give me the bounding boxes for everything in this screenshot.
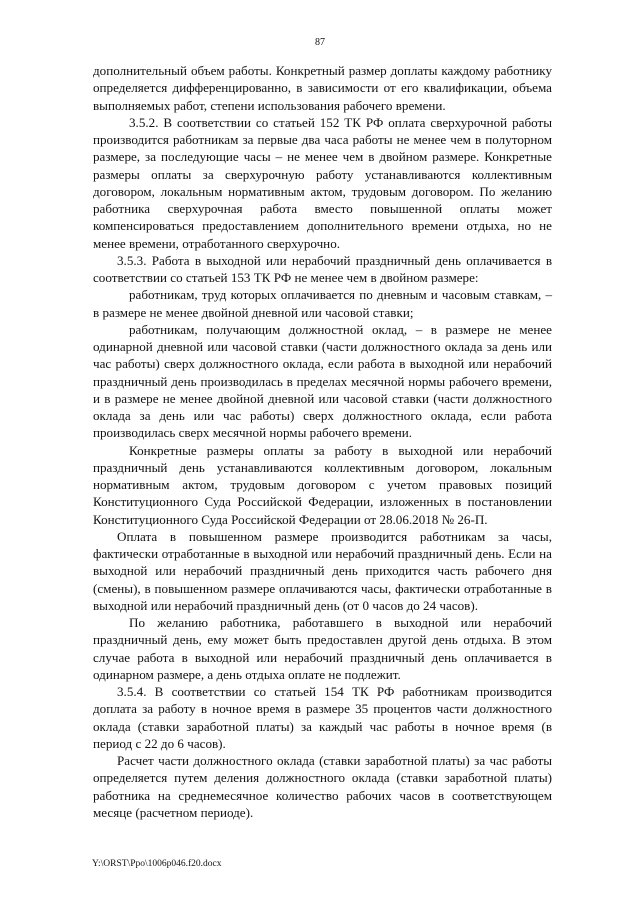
- paragraph: Оплата в повышенном размере производится работникам за часы, фактически отработанные в выходной или нерабочий праздничный день. Если на выходной или нерабочий праздничный день приходится часть рабочего дня (смены), в повышенном размере оплачиваются часы, фактически отработанные в выходной или нерабочий праздничный день (от 0 часов до 24 часов).: [93, 528, 552, 613]
- page-number: 87: [315, 37, 325, 48]
- paragraph: По желанию работника, работавшего в выходной или нерабочий праздничный день, ему может быть предоставлен другой день отдыха. В этом случае работа в выходной или нерабочий праздничный день оплачивается в одинарном размере, а день отдыха оплате не подлежит.: [93, 615, 552, 682]
- paragraph: Конкретные размеры оплаты за работу в выходной или нерабочий праздничный день устанавливаются коллективным договором, локальным нормативным актом, трудовым договором с учетом правовых позиций Конституционного Суда Российской Федерации, изложенных в постановлении Конституционного Суда Российской Федерации от 28.06.2018 № 26-П.: [93, 442, 552, 527]
- paragraph-3-5-2: 3.5.2. В соответствии со статьей 152 ТК РФ оплата сверхурочной работы производится работникам за первые два часа работы не менее чем в полуторном размере, за последующие часы – не менее чем в двойном размере. Конкретные размеры оплаты за сверхурочную работу устанавливаются коллективным договором, локальным нормативным актом, трудовым договором. По желанию работника сверхурочная работа вместо повышенной оплаты может компенсироваться предоставлением дополнительного времени отдыха, но не менее времени, отработанного сверхурочно.: [93, 114, 552, 251]
- paragraph-3-5-3: 3.5.3. Работа в выходной или нерабочий праздничный день оплачивается в соответствии со статьей 153 ТК РФ не менее чем в двойном размере:: [93, 252, 552, 285]
- paragraph: работникам, труд которых оплачивается по дневным и часовым ставкам, – в размере не менее двойной дневной или часовой ставки;: [93, 287, 552, 320]
- paragraph-3-5-4: 3.5.4. В соответствии со статьей 154 ТК РФ работникам производится доплата за работу в ночное время в размере 35 процентов части должностного оклада (ставки заработной платы) за каждый час работы в ночное время (в период с 22 до 6 часов).: [93, 684, 552, 751]
- paragraph: работникам, получающим должностной оклад, – в размере не менее одинарной дневной или часовой ставки (части должностного оклада за день или час работы) сверх должностного оклада, если работа в выходной или нерабочий праздничный день производилась в пределах месячной нормы рабочего времени, и в размере не менее двойной дневной или часовой ставки (части должностного оклада за день или час работы) сверх должностного оклада, если работа производилась сверх месячной нормы рабочего времени.: [93, 321, 552, 441]
- paragraph: Расчет части должностного оклада (ставки заработной платы) за час работы определяется путем деления должностного оклада (ставки заработной платы) работника на среднемесячное количество рабочих часов в соответствующем месяце (расчетном периоде).: [93, 753, 552, 820]
- document-body: [93, 62, 552, 821]
- paragraph: дополнительный объем работы. Конкретный размер доплаты каждому работнику определяется дифференцированно, в зависимости от его квалификации, объема выполняемых работ, степени использования рабочего времени.: [93, 63, 552, 113]
- footer-file-path: Y:\ORST\Ppo\1006p046.f20.docx: [92, 859, 222, 869]
